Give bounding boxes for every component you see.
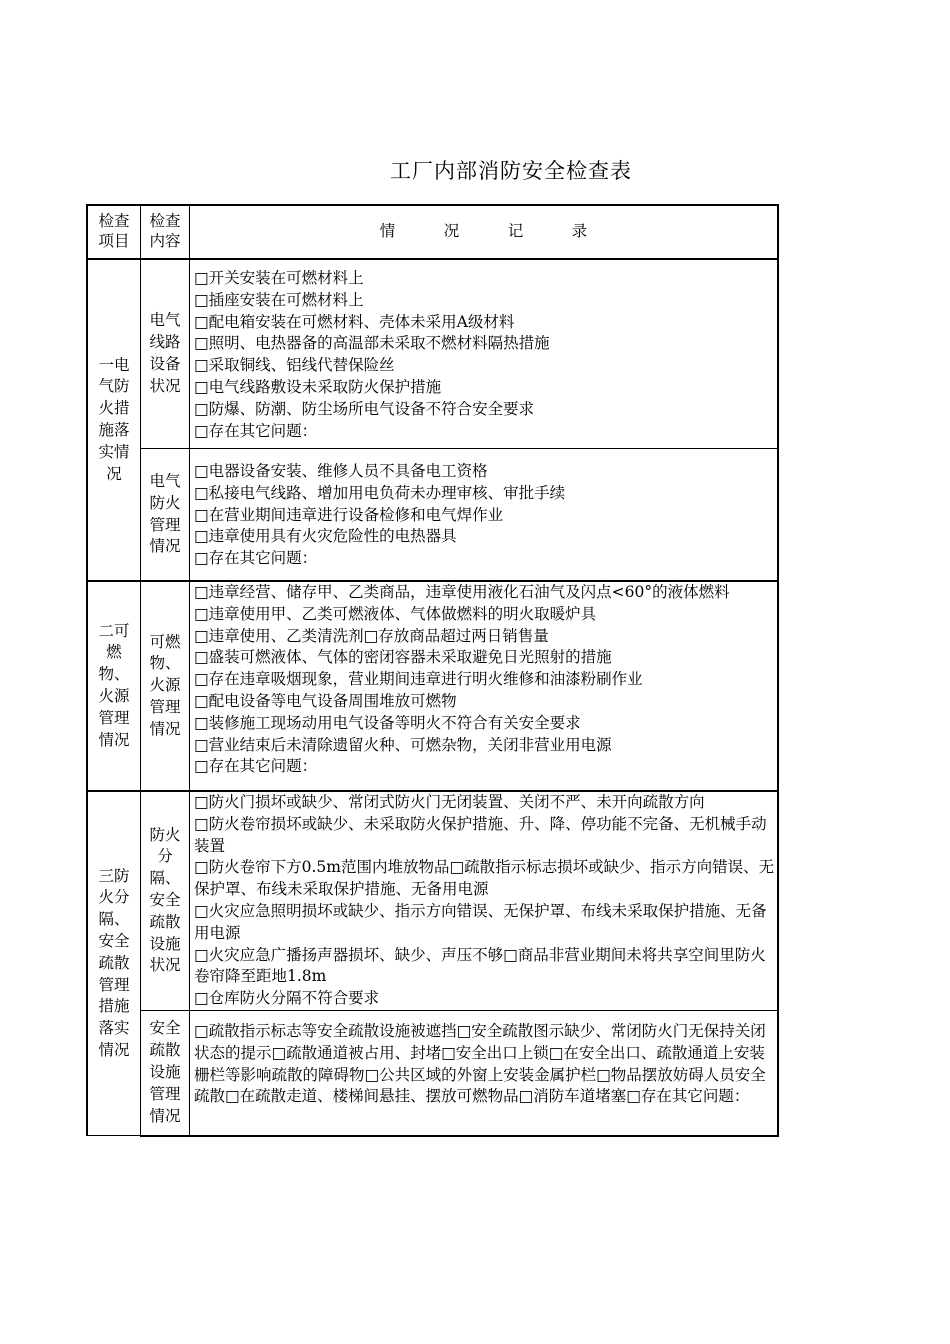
checkbox-line[interactable]: □电气线路敷设未采取防火保护措施: [194, 377, 442, 396]
checkbox-line[interactable]: □仓库防火分隔不符合要求: [194, 989, 380, 1008]
checkbox-line[interactable]: □防火卷帘下方0.5m范围内堆放物品□疏散指示标志损坏或缺少、指示方向错误、无保护罩、布线未采取保护措施、无备用电源: [194, 858, 775, 899]
table-row: [87, 1010, 778, 1136]
checkbox-line[interactable]: □采取铜线、铝线代替保险丝: [194, 356, 395, 375]
checkbox-line[interactable]: □插座安装在可燃材料上: [194, 290, 364, 309]
record-cell: [190, 259, 779, 449]
record-cell: [190, 449, 779, 582]
checkbox-line[interactable]: □存在违章吸烟现象，营业期间违章进行明火维修和油漆粉刷作业: [194, 670, 643, 689]
checkbox-line[interactable]: □在营业期间违章进行设备检修和电气焊作业: [194, 505, 504, 524]
checkbox-line[interactable]: □开关安装在可燃材料上: [194, 269, 364, 287]
checkbox-line[interactable]: □照明、电热器备的高温部未采取不燃材料隔热措施: [194, 334, 550, 353]
inspection-table: [86, 204, 779, 1137]
check-content: 安全疏散设施管理情况: [141, 1010, 190, 1136]
check-content: 防火分隔、安全疏散设施状况: [141, 791, 190, 1010]
checkbox-line[interactable]: □疏散指示标志等安全疏散设施被遮挡□安全疏散图示缺少、常闭防火门无保持关闭状态的提示□疏散通道被占用、封堵□安全出口上锁□在安全出口、疏散通道上安装栅栏等影响疏散的障碍物□公共区域的外窗上安装金属护栏□物品摆放妨碍人员安全疏散□在疏散走道、楼梯间悬挂、摆放可燃物品□消防车道堵塞□存在其它问题：: [194, 1021, 766, 1106]
checkbox-line[interactable]: □配电设备等电气设备周围堆放可燃物: [194, 691, 457, 710]
table-row: [87, 259, 778, 449]
checkbox-line[interactable]: □火灾应急照明损坏或缺少、指示方向错误、无保护罩、布线未采取保护措施、无备用电源: [194, 901, 767, 942]
header-check-item: 检查项目: [87, 205, 141, 259]
checkbox-line[interactable]: □火灾应急广播扬声器损坏、缺少、声压不够□商品非营业期间未将共享空间里防火卷帘降至距地1.8m: [194, 945, 766, 986]
checkbox-line[interactable]: □防爆、防潮、防尘场所电气设备不符合安全要求: [194, 399, 535, 418]
checkbox-line[interactable]: □盛装可燃液体、气体的密闭容器未采取避免日光照射的措施: [194, 648, 612, 667]
section-item-1: 一电气防火措施落实情况: [87, 259, 141, 581]
checkbox-line[interactable]: □防火卷帘损坏或缺少、未采取防火保护措施、升、降、停功能不完备、无机械手动装置: [194, 814, 767, 855]
checkbox-line[interactable]: □存在其它问题：: [194, 421, 318, 440]
section-item-3: 三防火分隔、安全疏散管理措施落实情况: [87, 791, 141, 1136]
checkbox-line[interactable]: □存在其它问题：: [194, 757, 318, 776]
section-item-2: 二可燃物、火源管理情况: [87, 581, 141, 791]
checkbox-line[interactable]: □电器设备安装、维修人员不具备电工资格: [194, 462, 488, 480]
table-header-row: [87, 205, 778, 259]
record-cell: [190, 581, 779, 791]
record-cell: [190, 791, 779, 1010]
checkbox-line[interactable]: □配电箱安装在可燃材料、壳体未采用A级材料: [194, 312, 515, 331]
checkbox-line[interactable]: □防火门损坏或缺少、常闭式防火门无闭装置、关闭不严、未开向疏散方向: [194, 793, 705, 811]
header-check-content: 检查内容: [141, 205, 190, 259]
checkbox-line[interactable]: □营业结束后未清除遗留火种、可燃杂物，关闭非营业用电源: [194, 735, 612, 754]
checkbox-line[interactable]: □违章使用具有火灾危险性的电热器具: [194, 527, 457, 546]
record-cell: [190, 1010, 779, 1136]
header-record: 情 况 记 录: [190, 205, 779, 259]
table-row: [87, 791, 778, 1010]
checkbox-line[interactable]: □违章使用甲、乙类可燃液体、气体做燃料的明火取暖炉具: [194, 604, 597, 623]
page-title: 工厂内部消防安全检查表: [390, 159, 632, 183]
table-row: [87, 581, 778, 791]
checkbox-line[interactable]: □存在其它问题：: [194, 549, 318, 568]
checkbox-line[interactable]: □违章经营、储存甲、乙类商品，违章使用液化石油气及闪点<60°的液体燃料: [194, 583, 730, 601]
check-content: 电气线路设备状况: [141, 259, 190, 449]
check-content: 可燃物、火源管理情况: [141, 581, 190, 791]
checkbox-line[interactable]: □私接电气线路、增加用电负荷未办理审核、审批手续: [194, 483, 566, 502]
table-row: [87, 449, 778, 582]
checkbox-line[interactable]: □违章使用、乙类清洗剂□存放商品超过两日销售量: [194, 626, 549, 645]
checkbox-line[interactable]: □装修施工现场动用电气设备等明火不符合有关安全要求: [194, 713, 581, 732]
check-content: 电气防火管理情况: [141, 449, 190, 582]
